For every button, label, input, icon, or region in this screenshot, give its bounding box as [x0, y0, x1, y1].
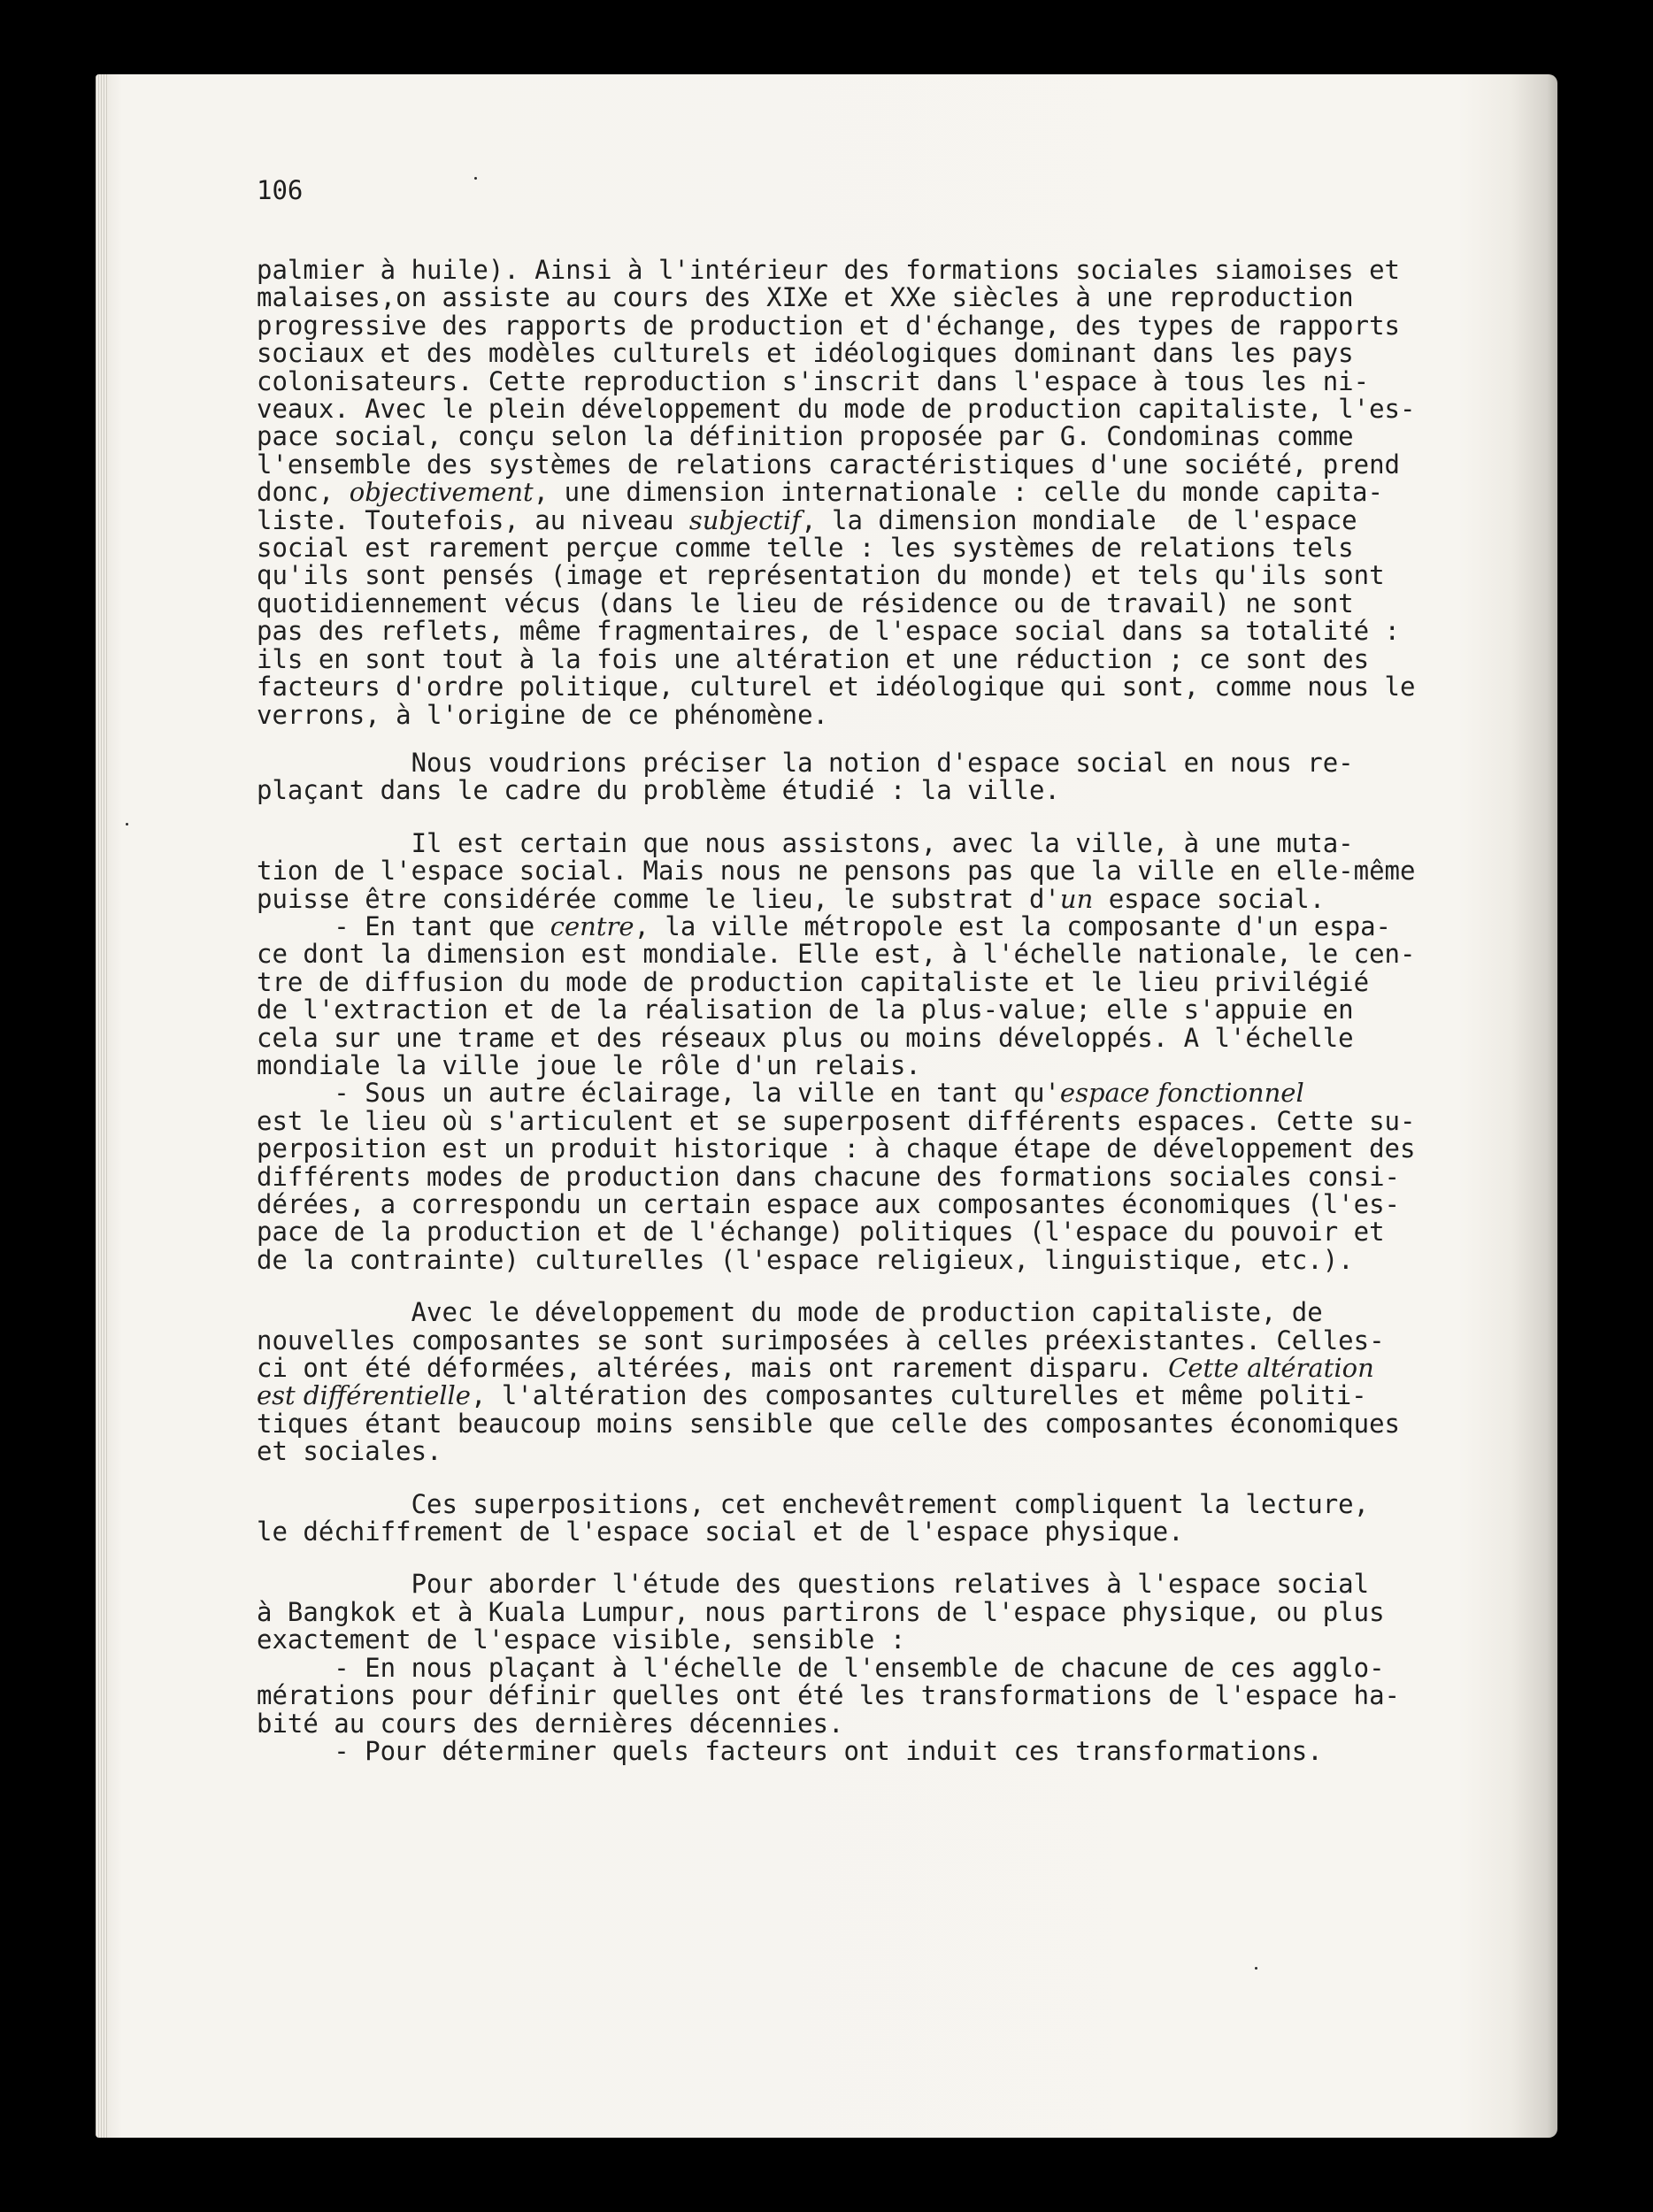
text-segment: cela sur une trame et des réseaux plus ou moins développés. A l'échelle — [257, 1022, 1354, 1053]
text-segment: Pour aborder l'étude des questions relatives à l'espace social — [257, 1569, 1370, 1600]
italic-phrase: centre — [550, 910, 634, 941]
text-segment: veaux. Avec le plein développement du mode de production capitaliste, l'es- — [257, 394, 1416, 425]
text-line — [257, 996, 1434, 1024]
text-line — [257, 966, 1434, 997]
text-segment: sociaux et des modèles culturels et idéologiques dominant dans les pays — [257, 338, 1354, 369]
text-segment: ci ont été déformées, altérées, mais ont rarement disparu. — [257, 1353, 1169, 1384]
text-line — [257, 1438, 1434, 1465]
text-line — [257, 284, 1434, 311]
italic-phrase: est différentielle — [257, 1380, 471, 1411]
page-number: 106 — [257, 175, 304, 205]
paragraph-p4 — [257, 1299, 1434, 1465]
italic-phrase: un — [1059, 883, 1094, 914]
text-segment: verrons, à l'origine de ce phénomène. — [257, 699, 829, 730]
text-line — [257, 1191, 1434, 1218]
text-segment: pace de la production et de l'échange) politiques (l'espace du pouvoir et — [257, 1217, 1385, 1248]
text-segment: espace social. — [1093, 883, 1326, 914]
text-segment: - En nous plaçant à l'échelle de l'ensemble de chacune de ces agglo- — [257, 1652, 1385, 1683]
text-segment: , la ville métropole est la composante d'un espa- — [634, 910, 1392, 941]
text-segment: à Bangkok et à Kuala Lumpur, nous partirons de l'espace physique, ou plus — [257, 1596, 1385, 1627]
paragraph-gap — [257, 1274, 1434, 1299]
text-line — [257, 941, 1434, 968]
text-segment: l'ensemble des systèmes de relations caractéristiques d'une société, prend — [257, 449, 1401, 480]
text-line — [257, 1735, 1434, 1766]
text-line — [257, 618, 1434, 645]
text-segment: , l'altération des composantes culturelles et même politi- — [470, 1380, 1367, 1411]
text-line — [257, 1571, 1434, 1598]
text-line — [257, 1105, 1434, 1136]
paragraph-gap — [257, 805, 1434, 830]
text-line — [257, 673, 1434, 701]
text-line — [257, 1355, 1434, 1382]
text-segment: ils en sont tout à la fois une altération et une réduction ; ce sont des — [257, 643, 1370, 674]
italic-phrase: objectivement — [349, 477, 534, 508]
text-segment: exactement de l'espace visible, sensible : — [257, 1624, 906, 1655]
text-segment: qu'ils sont pensés (image et représentation du monde) et tels qu'ils sont — [257, 560, 1385, 591]
text-segment: tiques étant beaucoup moins sensible que celle des composantes économiques — [257, 1408, 1401, 1439]
text-line — [257, 504, 1434, 535]
text-line — [257, 1626, 1434, 1654]
text-segment: - Pour déterminer quels facteurs ont induit ces transformations. — [257, 1735, 1323, 1766]
text-line — [257, 1049, 1434, 1080]
text-line — [257, 857, 1434, 885]
text-line — [257, 749, 1434, 777]
text-segment: mondiale la ville joue le rôle d'un relais. — [257, 1049, 921, 1080]
text-segment: pace social, conçu selon la définition proposée par G. Condominas comme — [257, 421, 1354, 452]
text-line — [257, 1244, 1434, 1275]
text-segment: tion de l'espace social. Mais nous ne pensons pas que la ville en elle-même — [257, 856, 1416, 887]
italic-phrase: espace fonctionnel — [1059, 1078, 1304, 1109]
text-line — [257, 1218, 1434, 1246]
text-segment: de la contrainte) culturelles (l'espace religieux, linguistique, etc.). — [257, 1244, 1354, 1275]
text-segment: de l'extraction et de la réalisation de la plus-value; elle s'appuie en — [257, 995, 1354, 1025]
text-segment: pas des reflets, même fragmentaires, de l'espace social dans sa totalité : — [257, 616, 1401, 647]
text-segment: Ces superpositions, cet enchevêtrement compliquent la lecture, — [257, 1488, 1370, 1519]
text-segment: nouvelles composantes se sont surimposées à celles préexistantes. Celles- — [257, 1325, 1385, 1356]
text-segment: colonisateurs. Cette reproduction s'inscrit dans l'espace à tous les ni- — [257, 365, 1370, 396]
paragraph-p1 — [257, 257, 1434, 729]
text-line — [257, 340, 1434, 367]
text-segment: , la dimension mondiale de l'espace — [801, 504, 1357, 535]
text-line — [257, 1410, 1434, 1438]
text-segment: - En tant que — [257, 910, 550, 941]
text-line — [257, 699, 1434, 730]
text-segment: le déchiffrement de l'espace social et de l'espace physique. — [257, 1517, 1184, 1548]
text-segment: progressive des rapports de production et d'échange, des types de rapports — [257, 310, 1401, 341]
text-line — [257, 534, 1434, 562]
text-line — [257, 451, 1434, 479]
text-line — [257, 827, 1434, 858]
text-line — [257, 1327, 1434, 1355]
text-segment: Il est certain que nous assistons, avec la ville, à une muta- — [257, 827, 1354, 858]
text-segment: est le lieu où s'articulent et se superposent différents espaces. Cette su- — [257, 1105, 1416, 1136]
text-segment: mérations pour définir quelles ont été les transformations de l'espace ha- — [257, 1680, 1401, 1711]
text-line — [257, 1488, 1434, 1519]
body-text — [257, 257, 1434, 1765]
text-segment: Avec le développement du mode de production capitaliste, de — [257, 1297, 1323, 1328]
paragraph-gap — [257, 729, 1434, 749]
text-segment: liste. Toutefois, au niveau — [257, 504, 689, 535]
text-segment: malaises,on assiste au cours des XIXe et XXe siècles à une reproduction — [257, 282, 1354, 313]
text-line — [257, 257, 1434, 284]
text-segment: quotidiennement vécus (dans le lieu de résidence ou de travail) ne sont — [257, 588, 1354, 618]
text-line — [257, 1382, 1434, 1409]
text-segment: , une dimension internationale : celle du monde capita- — [533, 477, 1383, 508]
text-segment: plaçant dans le cadre du problème étudié : la ville. — [257, 775, 1060, 806]
text-segment: Nous voudrions préciser la notion d'espace social en nous re- — [257, 747, 1354, 778]
text-line — [257, 1596, 1434, 1627]
text-segment: ce dont la dimension est mondiale. Elle est, à l'échelle nationale, le cen- — [257, 939, 1416, 970]
text-segment: et sociales. — [257, 1436, 442, 1467]
text-line — [257, 590, 1434, 618]
text-line — [257, 1299, 1434, 1326]
page-edge — [96, 74, 108, 2138]
text-line — [257, 562, 1434, 589]
text-segment: social est rarement perçue comme telle : les systèmes de relations tels — [257, 533, 1354, 564]
text-line — [257, 479, 1434, 506]
paragraph-p3 — [257, 827, 1434, 1275]
text-line — [257, 423, 1434, 450]
text-line — [257, 1710, 1434, 1738]
ink-speck — [474, 177, 477, 180]
text-line — [257, 312, 1434, 340]
paragraph-p2 — [257, 749, 1434, 805]
text-segment: tre de diffusion du mode de production capitaliste et le lieu privilégié — [257, 966, 1370, 997]
text-line — [257, 777, 1434, 804]
paragraph-gap — [257, 1546, 1434, 1571]
paragraph-p6 — [257, 1571, 1434, 1765]
text-segment: palmier à huile). Ainsi à l'intérieur des formations sociales siamoises et — [257, 255, 1401, 285]
text-segment: puisse être considérée comme le lieu, le substrat d' — [257, 883, 1060, 914]
paragraph-p5 — [257, 1488, 1434, 1548]
paragraph-gap — [257, 1466, 1434, 1491]
ink-speck — [126, 823, 128, 826]
text-segment: bité au cours des dernières décennies. — [257, 1708, 844, 1739]
text-line — [257, 883, 1434, 914]
italic-phrase: subjectif — [688, 504, 802, 535]
text-segment: différents modes de production dans chacune des formations sociales consi- — [257, 1161, 1401, 1192]
text-segment: donc, — [257, 477, 350, 508]
text-line — [257, 396, 1434, 423]
text-segment: - Sous un autre éclairage, la ville en tant qu' — [257, 1078, 1060, 1109]
text-line — [257, 1161, 1434, 1192]
text-line — [257, 1682, 1434, 1709]
ink-speck — [1255, 1967, 1257, 1970]
text-line — [257, 1135, 1434, 1163]
text-line — [257, 1079, 1434, 1107]
text-segment: dérées, a correspondu un certain espace aux composantes économiques (l'es- — [257, 1189, 1401, 1219]
text-segment: facteurs d'ordre politique, culturel et idéologique qui sont, comme nous le — [257, 672, 1416, 703]
italic-phrase: Cette altération — [1168, 1353, 1374, 1384]
text-line — [257, 1518, 1434, 1546]
text-segment: perposition est un produit historique : à chaque étape de développement des — [257, 1133, 1416, 1164]
text-line — [257, 1022, 1434, 1053]
text-line — [257, 365, 1434, 396]
text-line — [257, 643, 1434, 674]
text-line — [257, 910, 1434, 941]
text-line — [257, 1652, 1434, 1683]
